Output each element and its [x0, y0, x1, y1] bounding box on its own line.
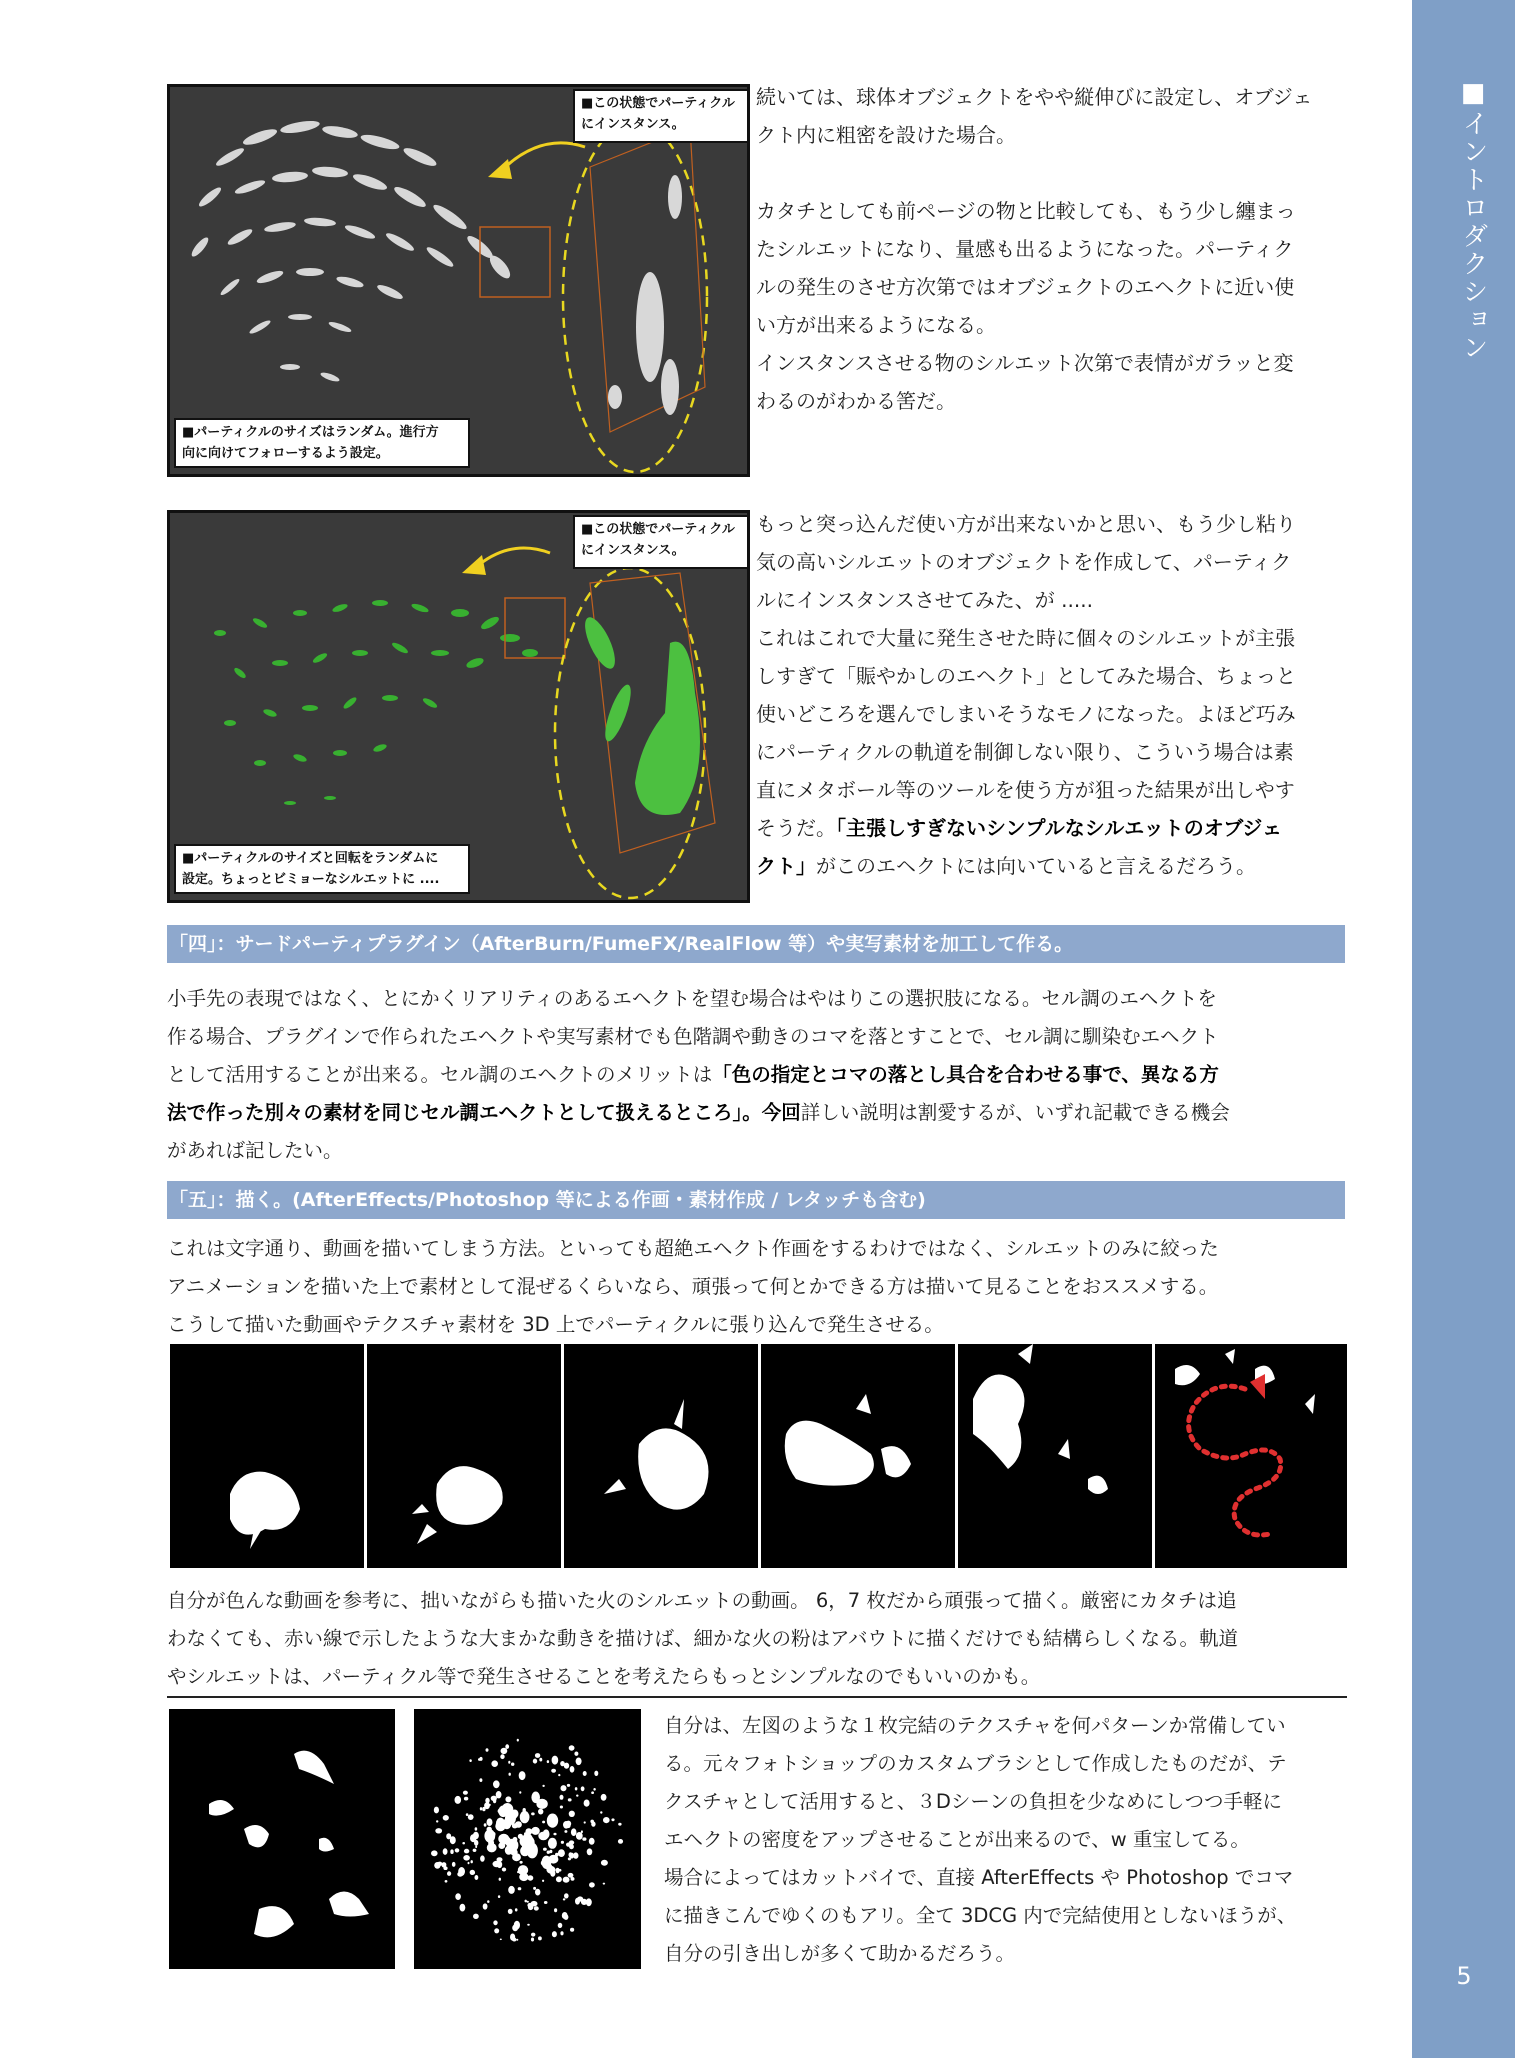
text-line: ルにインスタンスさせてみた、が .....	[756, 588, 1093, 612]
splatter-dot	[484, 1829, 495, 1842]
splatter-dot	[511, 1763, 514, 1766]
frame1-shape	[170, 1344, 364, 1568]
splatter-dot	[563, 1898, 566, 1900]
splatter-dot	[491, 1760, 498, 1767]
splatter-dot	[554, 1908, 557, 1912]
splatter-dot	[527, 1901, 529, 1903]
splatter-dot	[575, 1787, 578, 1790]
splatter-dot	[498, 1895, 500, 1898]
splatter-dot	[487, 1818, 493, 1826]
text-line	[167, 1094, 1367, 1132]
splatter-dot	[505, 1796, 511, 1802]
splatter-dot	[564, 1830, 567, 1833]
fire-frame-4	[761, 1344, 955, 1568]
splatter-dot	[464, 1849, 469, 1854]
splatter-dot	[533, 1887, 536, 1890]
splatter-dot	[437, 1862, 442, 1866]
splatter-dot	[535, 1753, 540, 1758]
splatter-dot	[517, 1739, 519, 1742]
callout-line: にインスタンス。	[581, 543, 685, 558]
splatter-dot	[594, 1771, 598, 1776]
splatter-dot	[569, 1745, 575, 1750]
splatter-dot	[508, 1909, 513, 1914]
splatter-dot	[455, 1893, 461, 1900]
splatter-dot	[560, 1806, 563, 1809]
splatter-dot	[493, 1780, 500, 1788]
splatter-dot	[542, 1880, 544, 1882]
splatter-dot	[505, 1846, 513, 1855]
splatter-dot	[547, 1760, 549, 1763]
splatter-dot	[563, 1877, 570, 1883]
splatter-dot	[464, 1797, 468, 1801]
splatter-dot	[469, 1759, 471, 1762]
callout-line: 設定。ちょっとビミョーなシルエットに ....	[182, 872, 440, 887]
text-line: クスチャとして活用すると、３Dシーンの負担を少なめにしつつ手軽に	[664, 1790, 1282, 1813]
splatter-dot	[480, 1855, 485, 1861]
splatter-dot	[576, 1758, 582, 1766]
page-number: 5	[1456, 1962, 1472, 1990]
splatter-dot	[581, 1830, 583, 1833]
splatter-dot	[570, 1766, 575, 1773]
splatter-dot	[570, 1844, 573, 1847]
text-line: アニメーションを描いた上で素材として混ぜるくらいなら、頑張って何とかできる方は描いて見ることをおススメする。	[167, 1275, 1219, 1298]
splatter-dot	[488, 1804, 490, 1806]
splatter-dot	[509, 1773, 511, 1776]
splatter-dot	[516, 1939, 518, 1941]
text-line: カタチとしても前ページの物と比較しても、もう少し纏まっ	[756, 199, 1296, 223]
fire-frame-3	[564, 1344, 758, 1568]
fire-frame-6	[1155, 1344, 1347, 1568]
splatter-dot	[567, 1784, 570, 1787]
splatter-dot	[463, 1855, 470, 1861]
splatter-dot	[520, 1861, 523, 1864]
splatter-dot	[491, 1796, 497, 1801]
text-line: ルの発生のさせ方次第ではオブジェクトのエヘクトに近い使	[756, 275, 1295, 299]
callout-line: ■この状態でパーティクル	[581, 522, 735, 537]
splatter-dot	[455, 1796, 462, 1804]
text-line: 直にメタボール等のツールを使う方が狙った結果が出しやす	[756, 778, 1295, 802]
splatter-dot	[492, 1846, 496, 1850]
splatter-dot	[603, 1883, 605, 1885]
splatter-dot	[569, 1852, 573, 1857]
splatter-dot	[500, 1754, 504, 1759]
splatter-dot	[558, 1923, 563, 1928]
splatter-dot	[560, 1931, 563, 1935]
figure2-illustration	[170, 513, 747, 900]
splatter-dot	[484, 1823, 487, 1826]
text-line: クト内に粗密を設けた場合。	[756, 123, 1016, 147]
splatter-dot	[539, 1758, 542, 1762]
splatter-dot	[543, 1848, 547, 1851]
splatter-dot	[475, 1875, 479, 1880]
texture-text	[664, 1707, 1364, 1973]
callout-line: にインスタンス。	[581, 117, 685, 132]
divider-line	[167, 1696, 1347, 1698]
splatter-dot	[452, 1862, 456, 1867]
text-line: 気の高いシルエットのオブジェクトを作成して、パーティク	[756, 550, 1292, 574]
splatter-dot	[480, 1807, 482, 1810]
splatter-dot	[552, 1931, 557, 1937]
splatter-dot	[582, 1837, 586, 1840]
figure-particles-white	[167, 84, 750, 477]
text-line: これはこれで大量に発生させた時に個々のシルエットが主張	[756, 626, 1296, 650]
text-line: やシルエットは、パーティクル等で発生させることを考えたらもっとシンプルなのでもいいのかも。	[167, 1665, 1041, 1688]
splatter-dot	[603, 1817, 610, 1823]
splatter-dot	[555, 1853, 559, 1857]
splatter-dot	[475, 1827, 478, 1830]
text-line: 自分は、左図のような１枚完結のテクスチャを何パターンか常備してい	[664, 1714, 1286, 1737]
splatter-dot	[434, 1807, 439, 1814]
fire-frame-1	[170, 1344, 364, 1568]
splatter-dot	[443, 1816, 446, 1820]
splatter-dot	[568, 1798, 572, 1801]
splatter-dot	[443, 1848, 448, 1855]
splatter-dot	[544, 1901, 548, 1904]
splatter-dot	[566, 1821, 572, 1827]
text-line: 自分が色んな動画を参考に、拙いながらも描いた火のシルエットの動画。 6，7 枚だから頑張って描く。厳密にカタチは追	[167, 1589, 1237, 1612]
splatter-dot	[542, 1785, 544, 1787]
splatter-dot	[519, 1771, 526, 1780]
splatter-dot	[472, 1872, 475, 1875]
splatter-dot	[575, 1898, 580, 1905]
emphasis-text: 「主張しすぎないシンプルなシルエットのオブジェ	[836, 816, 1282, 840]
splatter-dot	[542, 1821, 545, 1824]
callout-line: ■この状態でパーティクル	[581, 96, 735, 111]
splatter-dot	[520, 1811, 530, 1823]
splatter-dot	[601, 1860, 608, 1866]
splatter-dot	[591, 1821, 595, 1826]
strip-caption	[167, 1582, 1367, 1696]
section5-body	[167, 1230, 1367, 1344]
splatter-dot	[463, 1791, 468, 1795]
splatter-dot	[561, 1785, 567, 1791]
splatter-dot	[552, 1756, 559, 1765]
splatter-dot	[600, 1811, 602, 1813]
splatter-dot	[589, 1882, 595, 1887]
splatter-dot	[468, 1814, 474, 1820]
text-line: 小手先の表現ではなく、とにかくリアリティのあるエヘクトを望む場合はやはりこの選択肢になる。セル調のエヘクトを	[167, 987, 1217, 1010]
texture-sample-splatter	[414, 1709, 641, 1969]
splatter-dot	[586, 1898, 592, 1906]
splatter-dot	[468, 1862, 470, 1865]
figure1-callout-bottom	[174, 418, 470, 468]
splatter-dot	[504, 1837, 511, 1845]
text-line	[756, 154, 1406, 192]
splatter-dot	[501, 1748, 508, 1754]
splatter-dot	[473, 1832, 479, 1840]
splatter-dot	[576, 1795, 578, 1797]
texture-sample-shards	[169, 1709, 395, 1969]
splatter-dot	[564, 1893, 569, 1898]
figure2-callout-bottom	[174, 844, 470, 894]
splatter-dot	[519, 1791, 521, 1793]
text-line: 使いどころを選んでしまいそうなモノになった。よほど巧み	[756, 702, 1296, 726]
splatter-dot	[508, 1886, 515, 1894]
figure-particles-green	[167, 510, 750, 903]
splatter-dot	[436, 1820, 438, 1822]
splatter-dot	[584, 1800, 590, 1807]
text-line: しすぎて「賑やかしのエヘクト」としてみた場合、ちょっと	[756, 664, 1296, 688]
splatter-dot	[455, 1848, 460, 1852]
splatter-dot	[535, 1889, 540, 1896]
splatter-dot	[520, 1846, 530, 1857]
text-line: インスタンスさせる物のシルエット次第で表情がガラッと変	[756, 351, 1294, 375]
splatter-dot	[583, 1771, 587, 1776]
text-line: エヘクトの密度をアップさせることが出来るので、w 重宝してる。	[664, 1828, 1250, 1851]
frame6-shape	[1155, 1344, 1347, 1568]
splatter-dot	[515, 1908, 518, 1911]
splatter-dot	[523, 1834, 530, 1841]
splatter-dot	[536, 1799, 547, 1809]
text-block-2	[756, 505, 1406, 885]
splatter-dot	[556, 1876, 562, 1882]
splatter-dot	[531, 1830, 533, 1833]
splatter-dot	[576, 1832, 583, 1840]
frame5-shape	[958, 1344, 1152, 1568]
splatter-dot	[527, 1924, 530, 1926]
text-span: 詳しい説明は割愛するが、いずれ記載できる機会	[800, 1101, 1230, 1124]
section4-body	[167, 980, 1367, 1170]
splatter-dot	[500, 1939, 502, 1941]
emphasis-text: 「色の指定とコマの落とし具合を合わせる事で、異なる方	[712, 1063, 1219, 1086]
splatter-dot	[611, 1818, 614, 1821]
splatter-dot	[543, 1829, 550, 1838]
splatter-dot	[512, 1853, 521, 1861]
splatter-dot	[549, 1850, 552, 1853]
splatter-dot	[493, 1861, 501, 1867]
splatter-dot	[556, 1868, 560, 1874]
splatter-dot	[584, 1821, 586, 1823]
splatter-dot	[531, 1938, 534, 1942]
splatter-dot	[505, 1744, 509, 1749]
section-title-vertical: ■イントロダクション	[1458, 78, 1488, 362]
text-line	[756, 809, 1406, 847]
splatter-dot	[512, 1938, 516, 1942]
splatter-dot	[478, 1758, 481, 1761]
splatter-dot	[431, 1850, 438, 1856]
fire-frame-2	[367, 1344, 561, 1568]
splatter-dot	[533, 1759, 537, 1764]
splatter-dot	[499, 1878, 501, 1881]
splatter-dot	[494, 1928, 499, 1933]
splatter-dot	[446, 1833, 451, 1839]
texture2-dots	[414, 1709, 641, 1969]
text-line: 続いては、球体オブジェクトをやや縦伸びに設定し、オブジェ	[756, 85, 1313, 109]
splatter-dot	[558, 1849, 565, 1857]
callout-line: ■パーティクルのサイズと回転をランダムに	[182, 851, 439, 866]
splatter-dot	[558, 1774, 560, 1776]
splatter-dot	[531, 1933, 535, 1937]
texture1-shapes	[169, 1709, 395, 1969]
splatter-dot	[542, 1856, 552, 1869]
text-line: に描きこんでゆくのもアリ。全て 3DCG 内で完結使用としないほうが、	[664, 1904, 1297, 1927]
splatter-dot	[570, 1928, 574, 1932]
callout-line: 向に向けてフォローするよう設定。	[182, 446, 389, 461]
text-line: る。元々フォトショップのカスタムブラシとして作成したものだが、テ	[664, 1752, 1287, 1775]
splatter-dot	[538, 1809, 543, 1815]
fire-frame-5	[958, 1344, 1152, 1568]
figure1-illustration	[170, 87, 747, 474]
splatter-dot	[569, 1811, 575, 1817]
figure2-callout-top	[573, 515, 749, 569]
section5-heading: 「五」：描く。(AfterEffects/Photoshop 等による作画・素材作成 / レタッチも含む)	[167, 1181, 1345, 1219]
splatter-dot	[493, 1920, 497, 1925]
splatter-dot	[473, 1849, 477, 1852]
text-span: がこのエヘクトには向いていると言えるだろう。	[816, 854, 1256, 878]
splatter-dot	[447, 1871, 451, 1876]
splatter-dot	[502, 1868, 506, 1872]
emphasis-text: 法で作った別々の素材を同じセル調エヘクトとして扱えるところ」。今回	[167, 1101, 801, 1124]
text-span: として活用することが出来る。セル調のエヘクトのメリットは	[167, 1063, 713, 1086]
callout-line: ■パーティクルのサイズはランダム。進行方	[182, 425, 439, 440]
splatter-dot	[564, 1763, 569, 1769]
text-line	[167, 1056, 1367, 1094]
splatter-dot	[568, 1873, 574, 1878]
text-line: わなくても、赤い線で示したような大まかな動きを描けば、細かな火の粉はアバウトに描くだけでも結構らしくなる。軌道	[167, 1627, 1238, 1650]
splatter-dot	[560, 1795, 564, 1800]
splatter-dot	[534, 1906, 539, 1910]
splatter-dot	[531, 1901, 538, 1907]
splatter-dot	[518, 1865, 528, 1875]
splatter-dot	[593, 1788, 595, 1791]
text-line: にパーティクルの軌道を制御しない限り、こういう場合は素	[756, 740, 1294, 764]
splatter-dot	[531, 1812, 535, 1815]
figure1-callout-top	[573, 89, 749, 143]
splatter-dot	[587, 1848, 593, 1855]
splatter-dot	[538, 1936, 542, 1940]
splatter-dot	[512, 1925, 518, 1932]
text-line: 作る場合、プラグインで作られたエヘクトや実写素材でも色階調や動きのコマを落とすことで、セル調に馴染むエヘクト	[167, 1025, 1219, 1048]
splatter-dot	[502, 1803, 514, 1816]
splatter-dot	[508, 1761, 510, 1764]
splatter-dot	[591, 1791, 594, 1794]
splatter-dot	[589, 1838, 595, 1845]
splatter-dot	[496, 1818, 505, 1830]
splatter-dot	[445, 1880, 448, 1883]
splatter-dot	[471, 1860, 473, 1863]
splatter-dot	[479, 1778, 482, 1782]
text-span: そうだ。	[756, 816, 836, 840]
splatter-dot	[553, 1833, 556, 1836]
text-line: があれば記したい。	[167, 1139, 343, 1162]
splatter-dot	[443, 1866, 447, 1870]
splatter-dot	[528, 1875, 534, 1880]
text-block-1	[756, 78, 1406, 420]
emphasis-text: クト」	[756, 854, 816, 878]
frame3-shape	[564, 1344, 758, 1568]
splatter-dot	[561, 1841, 564, 1844]
splatter-dot	[508, 1820, 510, 1822]
splatter-dot	[518, 1887, 522, 1890]
section4-heading: 「四」：サードパーティプラグイン（AfterBurn/FumeFX/RealFlow 等）や実写素材を加工して作る。	[167, 925, 1345, 963]
splatter-dot	[483, 1903, 488, 1909]
splatter-dot	[574, 1752, 578, 1756]
text-line: い方が出来るようになる。	[756, 313, 996, 337]
splatter-dot	[601, 1794, 607, 1801]
text-line: これは文字通り、動画を描いてしまう方法。といっても超絶エヘクト作画をするわけではなく、シルエットのみに絞った	[167, 1237, 1219, 1260]
splatter-dot	[466, 1813, 469, 1816]
text-line: たシルエットになり、量感も出るようになった。パーティク	[756, 237, 1294, 261]
splatter-dot	[450, 1849, 453, 1854]
text-line: 自分の引き出しが多くて助かるだろう。	[664, 1942, 1016, 1965]
splatter-dot	[457, 1872, 463, 1877]
splatter-dot	[618, 1823, 621, 1826]
frame2-shape	[367, 1344, 561, 1568]
splatter-dot	[473, 1914, 479, 1919]
splatter-dot	[462, 1842, 465, 1844]
splatter-dot	[435, 1828, 442, 1833]
text-line: こうして描いた動画やテクスチャ素材を 3D 上でパーティクルに張り込んで発生させる。	[167, 1313, 944, 1336]
splatter-dot	[474, 1840, 478, 1846]
splatter-dot	[562, 1912, 568, 1919]
text-line	[756, 847, 1406, 885]
text-line: 場合によってはカットバイで、直接 AfterEffects や Photoshop でコマ	[664, 1866, 1294, 1889]
splatter-dot	[460, 1904, 466, 1912]
splatter-dot	[618, 1839, 623, 1844]
text-line: わるのがわかる筈だ。	[756, 389, 956, 413]
frame4-shape	[761, 1344, 955, 1568]
splatter-dot	[551, 1769, 556, 1773]
splatter-dot	[581, 1786, 585, 1791]
splatter-dot	[513, 1844, 516, 1848]
splatter-dot	[487, 1900, 489, 1903]
splatter-dot	[547, 1814, 558, 1828]
text-line: もっと突っ込んだ使い方が出来ないかと思い、もう少し粘り	[756, 512, 1296, 536]
splatter-dot	[486, 1748, 489, 1752]
splatter-dot	[485, 1798, 489, 1804]
splatter-dot	[548, 1838, 557, 1849]
splatter-dot	[571, 1828, 577, 1836]
